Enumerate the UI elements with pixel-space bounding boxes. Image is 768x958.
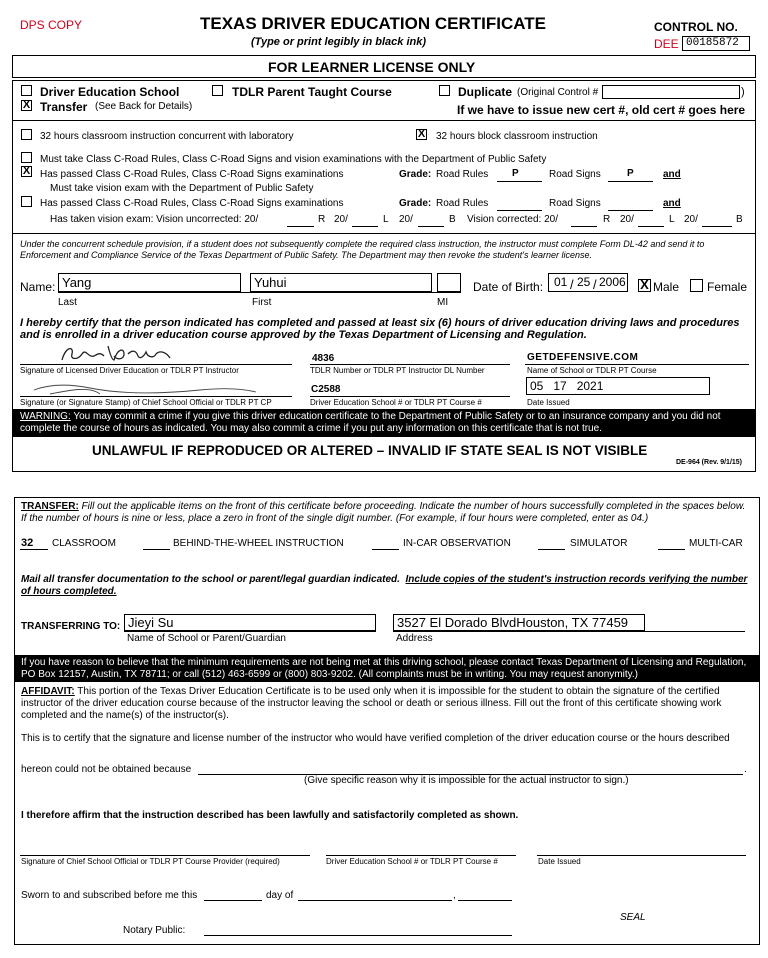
male-label: Male bbox=[653, 280, 680, 294]
chief-sig-label: Signature of Chief School Official or TDLR PT Course Provider (required) bbox=[21, 857, 280, 866]
duplicate-label: Duplicate bbox=[458, 85, 513, 99]
uncorrected-l: L bbox=[383, 214, 389, 225]
learner-license-banner: FOR LEARNER LICENSE ONLY bbox=[268, 59, 476, 75]
road-signs-label-1: Road Signs bbox=[549, 169, 601, 180]
multi-car-hours-line[interactable] bbox=[658, 549, 685, 550]
simulator-hours-line[interactable] bbox=[538, 549, 565, 550]
school-number: C2588 bbox=[311, 384, 341, 395]
date-issued-label: Date Issued bbox=[527, 398, 570, 407]
transfer-address-field[interactable]: 3527 El Dorado BlvdHouston, TX 77459 bbox=[393, 614, 645, 631]
simulator-label: SIMULATOR bbox=[570, 538, 628, 549]
tdlr-number-label: TDLR Number or TDLR PT Instructor DL Number bbox=[310, 366, 485, 375]
instructor-sig-label: Signature of Licensed Driver Education or TDLR PT Instructor bbox=[20, 366, 239, 375]
taken-vision-label: Has taken vision exam: Vision uncorrected: 20/ bbox=[50, 214, 259, 225]
instructor-sig-line bbox=[20, 364, 292, 365]
in-car-label: IN-CAR OBSERVATION bbox=[403, 538, 511, 549]
transfer-checkbox[interactable]: X bbox=[22, 99, 31, 111]
school-number-line bbox=[310, 396, 510, 397]
dob-label: Date of Birth: bbox=[473, 280, 544, 294]
concurrent-label: 32 hours classroom instruction concurrent with laboratory bbox=[40, 131, 294, 142]
affidavit-text: This portion of the Texas Driver Education Certificate is to be used only when it is impossible for the student to obtain the signature of the certified instructor of the driver education course because of the instructor leaving the school or death or serious illness. Fill out the front of this certificate showing work completed and the name(s) of the instructor(s). bbox=[21, 686, 722, 721]
uncorrected-r: R bbox=[318, 214, 326, 225]
in-car-hours-line[interactable] bbox=[372, 549, 399, 550]
road-rules-line-1 bbox=[497, 181, 542, 182]
instructor-signature bbox=[58, 342, 178, 366]
corrected-20-b: 20/ bbox=[684, 214, 698, 225]
tdlr-parent-checkbox[interactable] bbox=[212, 85, 223, 96]
duplicate-checkbox[interactable] bbox=[439, 85, 450, 96]
block-label: 32 hours block classroom instruction bbox=[436, 131, 598, 142]
control-label: CONTROL NO. bbox=[654, 20, 738, 34]
control-number: 00185872 bbox=[682, 36, 750, 51]
reissue-note: If we have to issue new cert #, old cert # goes here bbox=[457, 103, 746, 117]
passed2-checkbox[interactable] bbox=[21, 196, 32, 207]
date-label: Date Issued bbox=[538, 857, 581, 866]
date-line[interactable] bbox=[537, 855, 746, 856]
seal-label: SEAL bbox=[620, 912, 646, 923]
first-name-field[interactable]: Yuhui bbox=[250, 273, 432, 292]
school-num-line[interactable] bbox=[326, 855, 516, 856]
dps-copy-label: DPS COPY bbox=[20, 18, 83, 32]
transfer-address-line bbox=[393, 631, 745, 632]
mail-text-underlined: Include copies of the student's instruction records verifying the number of hours completed. bbox=[21, 574, 748, 597]
chief-sig-line[interactable] bbox=[20, 855, 310, 856]
dob-month: 01 bbox=[554, 275, 568, 289]
sworn-day-line[interactable] bbox=[204, 900, 262, 901]
dob-day: 25 bbox=[577, 275, 591, 289]
transfer-address-label: Address bbox=[396, 633, 433, 644]
first-label: First bbox=[252, 297, 272, 308]
dob-sep-2: / bbox=[593, 277, 597, 292]
certify-text: I hereby certify that the person indicated has completed and passed at least six (6) hours of driver education driving laws and procedures and is enrolled in a driver education course approved by the Texas Department of Licensing and Regulation. bbox=[20, 317, 740, 341]
corrected-20-l: 20/ bbox=[620, 214, 634, 225]
tdlr-number: 4836 bbox=[312, 353, 335, 364]
day-of-text: day of bbox=[266, 890, 294, 901]
last-name-field[interactable]: Yang bbox=[58, 273, 241, 292]
female-checkbox[interactable] bbox=[690, 279, 703, 292]
duplicate-note: (Original Control # bbox=[517, 87, 599, 98]
btw-hours-line[interactable] bbox=[143, 549, 170, 550]
and-label-1: and bbox=[663, 169, 681, 180]
classroom-label: CLASSROOM bbox=[52, 538, 116, 549]
warning-text: You may commit a crime if you give this driver education certificate to the Department of Public Safety or to an insurance company and you did not complete the course of hours as indicated. You may also commit a crime if you put any information on this certificate that is not true. bbox=[20, 411, 721, 434]
sworn-month-line[interactable] bbox=[298, 900, 452, 901]
corrected-b-line[interactable] bbox=[702, 226, 732, 227]
divider bbox=[12, 120, 756, 121]
passed1-checkbox[interactable]: X bbox=[22, 165, 31, 177]
female-label: Female bbox=[707, 280, 748, 294]
hereon-text: hereon could not be obtained because bbox=[21, 764, 192, 775]
driver-ed-school-checkbox[interactable] bbox=[21, 85, 32, 96]
certify-signature-text: This is to certify that the signature and license number of the instructor who would have verified completion of the driver education course or the hours described bbox=[21, 733, 730, 744]
sworn-comma: , bbox=[453, 890, 456, 901]
control-prefix: DEE bbox=[654, 37, 679, 51]
road-rules-label-1: Road Rules bbox=[436, 169, 489, 180]
affidavit-block bbox=[21, 686, 749, 722]
mi-label: MI bbox=[437, 297, 449, 308]
uncorrected-l-line[interactable] bbox=[352, 226, 378, 227]
transfer-text: Fill out the applicable items on the front of this certificate before proceeding. Indicate the number of hours successfully completed in the spaces below. If the number of hours is nine or less, place a zero in front of the single digit number. (For example, if four hours were completed, enter as 04.) bbox=[21, 501, 746, 524]
transfer-note: (See Back for Details) bbox=[95, 101, 193, 112]
name-underline bbox=[58, 292, 461, 293]
give-reason-note: (Give specific reason why it is impossible for the actual instructor to sign.) bbox=[304, 775, 629, 786]
transfer-name-line bbox=[124, 631, 376, 632]
uncorrected-20-b: 20/ bbox=[399, 214, 413, 225]
name-label: Name: bbox=[20, 280, 56, 294]
date-issued-field[interactable]: 05 17 2021 bbox=[526, 377, 710, 395]
dob-sep-1: / bbox=[570, 277, 574, 292]
corrected-l: L bbox=[669, 214, 675, 225]
certificate-title: TEXAS DRIVER EDUCATION CERTIFICATE bbox=[200, 14, 546, 33]
complaint-box: If you have reason to believe that the minimum requirements are not being met at this driving school, please contact Texas Department of Licensing and Regulation, PO Box 12157, Austin, TX 78711; or call (512) 463-6599 or (800) 803-9202. (All complaints must be in writing. You may request anonymity.) bbox=[14, 655, 760, 682]
grade-label-1: Grade: bbox=[399, 169, 432, 180]
certificate-subtitle: (Type or print legibly in black ink) bbox=[251, 36, 427, 48]
reason-period: . bbox=[744, 764, 747, 775]
vision-corrected-label: Vision corrected: 20/ bbox=[467, 214, 558, 225]
road-signs-line-1 bbox=[608, 181, 653, 182]
road-signs-line-2[interactable] bbox=[608, 210, 653, 211]
sworn-year-line[interactable] bbox=[458, 900, 512, 901]
warning-label: WARNING: bbox=[20, 411, 71, 422]
uncorrected-r-line[interactable] bbox=[287, 226, 314, 227]
road-rules-line-2[interactable] bbox=[497, 210, 542, 211]
school-num-label: Driver Education School # or TDLR PT Course # bbox=[326, 857, 498, 866]
divider bbox=[12, 233, 756, 234]
duplicate-close: ) bbox=[741, 86, 745, 98]
multi-car-label: MULTI-CAR bbox=[689, 538, 743, 549]
transfer-name-label: Name of School or Parent/Guardian bbox=[127, 633, 286, 644]
and-label-2: and bbox=[663, 198, 681, 209]
last-label: Last bbox=[58, 297, 77, 308]
corrected-l-line[interactable] bbox=[638, 226, 664, 227]
mail-text: Mail all transfer documentation to the school or parent/legal guardian indicated. bbox=[21, 574, 400, 585]
concurrent-note: Under the concurrent schedule provision, if a student does not subsequently complete the required class instruction, the instructor must complete Form DL-42 and send it to Enforcement and Compliance Service of the Texas Department of Public Safety. The Department may then revoke the student's learner license. bbox=[20, 239, 705, 260]
passed2-label: Has passed Class C-Road Rules, Class C-Road Signs examinations bbox=[40, 198, 344, 209]
form-id: DE-964 (Rev. 9/1/15) bbox=[676, 459, 743, 466]
transfer-instructions bbox=[21, 501, 749, 525]
warning-box bbox=[12, 409, 756, 437]
corrected-r-line[interactable] bbox=[571, 226, 597, 227]
original-control-field[interactable] bbox=[602, 85, 740, 99]
road-rules-grade-1: P bbox=[512, 168, 519, 179]
uncorrected-20-l: 20/ bbox=[334, 214, 348, 225]
passed1-label: Has passed Class C-Road Rules, Class C-Road Signs examinations bbox=[40, 169, 344, 180]
notary-line[interactable] bbox=[204, 935, 512, 936]
corrected-r: R bbox=[603, 214, 611, 225]
transfer-name-field[interactable]: Jieyi Su bbox=[124, 614, 376, 631]
affidavit-heading: AFFIDAVIT: bbox=[21, 686, 75, 697]
road-signs-grade-1: P bbox=[627, 168, 634, 179]
must-take-checkbox[interactable] bbox=[21, 152, 32, 163]
unlawful-notice: UNLAWFUL IF REPRODUCED OR ALTERED – INVALID IF STATE SEAL IS NOT VISIBLE bbox=[92, 443, 648, 458]
driver-ed-school-label: Driver Education School bbox=[40, 85, 180, 99]
transfer-heading: TRANSFER: bbox=[21, 501, 79, 512]
btw-label: BEHIND-THE-WHEEL INSTRUCTION bbox=[173, 538, 344, 549]
concurrent-checkbox[interactable] bbox=[21, 129, 32, 140]
transferring-to-label: TRANSFERRING TO: bbox=[21, 621, 121, 632]
school-name-line bbox=[525, 364, 749, 365]
school-name-label: Name of School or TDLR PT Course bbox=[527, 366, 657, 375]
classroom-hours-line[interactable] bbox=[20, 549, 48, 550]
grade-label-2: Grade: bbox=[399, 198, 432, 209]
tdlr-parent-label: TDLR Parent Taught Course bbox=[232, 85, 392, 99]
classroom-hours: 32 bbox=[21, 537, 34, 549]
notary-label: Notary Public: bbox=[123, 925, 186, 936]
dob-year: 2006 bbox=[599, 275, 626, 289]
block-checkbox[interactable]: X bbox=[417, 128, 426, 140]
transfer-label: Transfer bbox=[40, 100, 88, 114]
official-sig-line bbox=[20, 396, 292, 397]
road-signs-label-2: Road Signs bbox=[549, 198, 601, 209]
must-vision-label: Must take vision exam with the Department of Public Safety bbox=[50, 183, 314, 194]
corrected-b: B bbox=[736, 214, 743, 225]
affirm-text: I therefore affirm that the instruction described has been lawfully and satisfactorily completed as shown. bbox=[21, 810, 519, 821]
uncorrected-b: B bbox=[449, 214, 456, 225]
tdlr-number-line bbox=[310, 364, 510, 365]
uncorrected-b-line[interactable] bbox=[418, 226, 444, 227]
road-rules-label-2: Road Rules bbox=[436, 198, 489, 209]
must-take-label: Must take Class C-Road Rules, Class C-Road Signs and vision examinations with the Department of Public Safety bbox=[40, 154, 547, 165]
mi-field[interactable] bbox=[437, 273, 461, 292]
school-name: GETDEFENSIVE.COM bbox=[527, 352, 639, 363]
official-sig-label: Signature (or Signature Stamp) of Chief School Official or TDLR PT CP bbox=[20, 398, 272, 407]
mail-instructions bbox=[21, 574, 749, 598]
sworn-text: Sworn to and subscribed before me this bbox=[21, 890, 198, 901]
male-checkbox[interactable]: X bbox=[638, 279, 651, 292]
school-number-label: Driver Education School # or TDLR PT Course # bbox=[310, 398, 482, 407]
